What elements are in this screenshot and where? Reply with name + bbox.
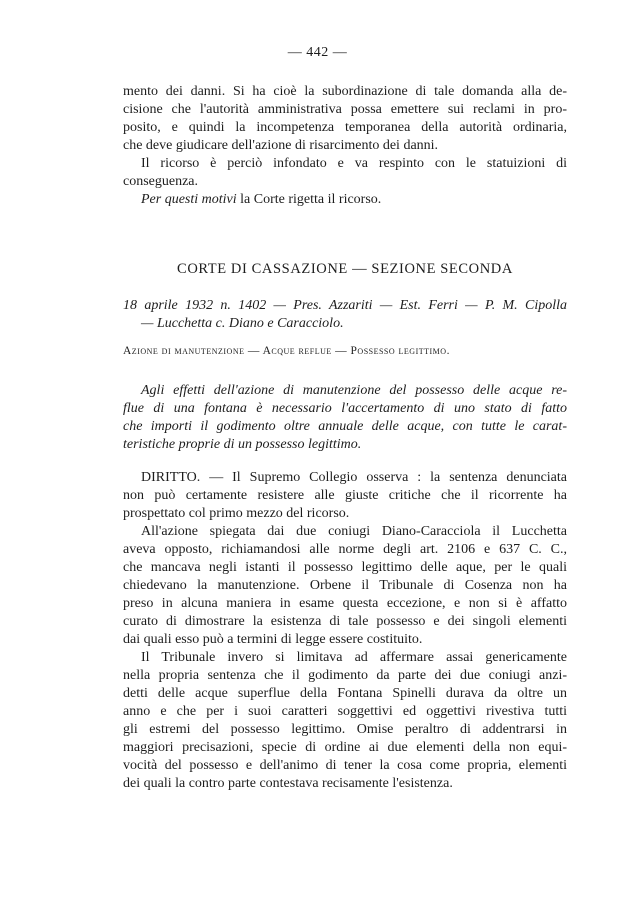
text-line: preso in alcuna maniera in esame questa eccezione, e non si è affatto — [123, 596, 567, 611]
subject-line: Azione di manutenzione — Acque reflue — Possesso legittimo. — [123, 345, 450, 357]
paragraph — [123, 83, 567, 155]
text-line: Il Tribunale invero si limitava ad affermare assai genericamente — [141, 650, 567, 665]
paragraph — [123, 155, 567, 191]
paragraph — [123, 469, 567, 523]
text-line: prospettato col primo mezzo del ricorso. — [123, 506, 350, 521]
text-line: gli estremi del possesso legittimo. Omise peraltro di addentrarsi in — [123, 722, 567, 737]
court-heading: CORTE DI CASSAZIONE — SEZIONE SECONDA — [177, 261, 513, 277]
text-line: posito, e quindi la incompetenza temporanea della autorità ordinaria, — [123, 120, 567, 135]
text-run: la Corte rigetta il ricorso. — [236, 192, 382, 207]
text-line: Il ricorso è perciò infondato e va respinto con le statuizioni di — [141, 156, 567, 171]
text-line: Agli effetti dell'azione di manutenzione del possesso delle acque re- — [141, 383, 567, 398]
case-info — [123, 297, 567, 333]
paragraph — [123, 649, 567, 793]
text-line: aveva opposto, richiamandosi alle norme degli art. 2106 e 637 C. C., — [123, 542, 567, 557]
text-line: detti delle acque superflue della Fontana Spinelli durava da oltre un — [123, 686, 567, 701]
text-line — [123, 191, 567, 209]
text-line: All'azione spiegata dai due coniugi Diano-Caracciola il Lucchetta — [141, 524, 567, 539]
text-line: — Lucchetta c. Diano e Caracciolo. — [141, 316, 344, 331]
paragraph — [123, 523, 567, 649]
text-line: dai quali esso può a termini di legge essere costituito. — [123, 632, 423, 647]
text-line: maggiori precisazioni, specie di ordine ai due elementi della non equi- — [123, 740, 567, 755]
text-line: curato di dimostrare la esistenza di tale possesso e dei singoli elementi — [123, 614, 567, 629]
text-line: mento dei danni. Si ha cioè la subordinazione di tale domanda alla de- — [123, 84, 567, 99]
text-line: che deve giudicare dell'azione di risarcimento dei danni. — [123, 138, 439, 153]
text-line: DIRITTO. — Il Supremo Collegio osserva : la sentenza denunciata — [141, 470, 567, 485]
text-line: flue di una fontana è necessario l'accertamento di uno stato di fatto — [123, 401, 567, 416]
text-line: anno e che per i suoi caratteri soggettivi ed oggettivi rivestiva tutti — [123, 704, 567, 719]
text-line: conseguenza. — [123, 174, 199, 189]
legal-maxim — [123, 382, 567, 454]
text-line: nella propria sentenza che il godimento da parte dei due coniugi anzi- — [123, 668, 567, 683]
italic-phrase: Per questi motivi — [141, 192, 237, 207]
text-line: teristiche proprie di un possesso legittimo. — [123, 437, 362, 452]
text-line: 18 aprile 1932 n. 1402 — Pres. Azzariti — Est. Ferri — P. M. Cipolla — [123, 298, 567, 313]
paragraph — [123, 191, 567, 209]
text-line: che mancava negli istanti il possesso legittimo delle aque, per le quali — [123, 560, 567, 575]
previous-case-conclusion — [123, 83, 567, 209]
text-line: dei quali la contro parte contestava recisamente l'esistenza. — [123, 776, 453, 791]
text-line: vocità del possesso e dell'animo di tener la cosa come propria, elementi — [123, 758, 567, 773]
text-line: non può certamente resistere alle giuste critiche che il ricorrente ha — [123, 488, 567, 503]
text-line: chiedevano la manutenzione. Orbene il Tribunale di Cosenza non ha — [123, 578, 567, 593]
page-number: — 442 — — [287, 45, 348, 60]
decision-body — [123, 469, 567, 793]
text-line: che importi il godimento oltre annuale delle acque, con tutte le carat- — [123, 419, 567, 434]
text-line: cisione che l'autorità amministrativa possa emettere sui reclami in pro- — [123, 102, 567, 117]
